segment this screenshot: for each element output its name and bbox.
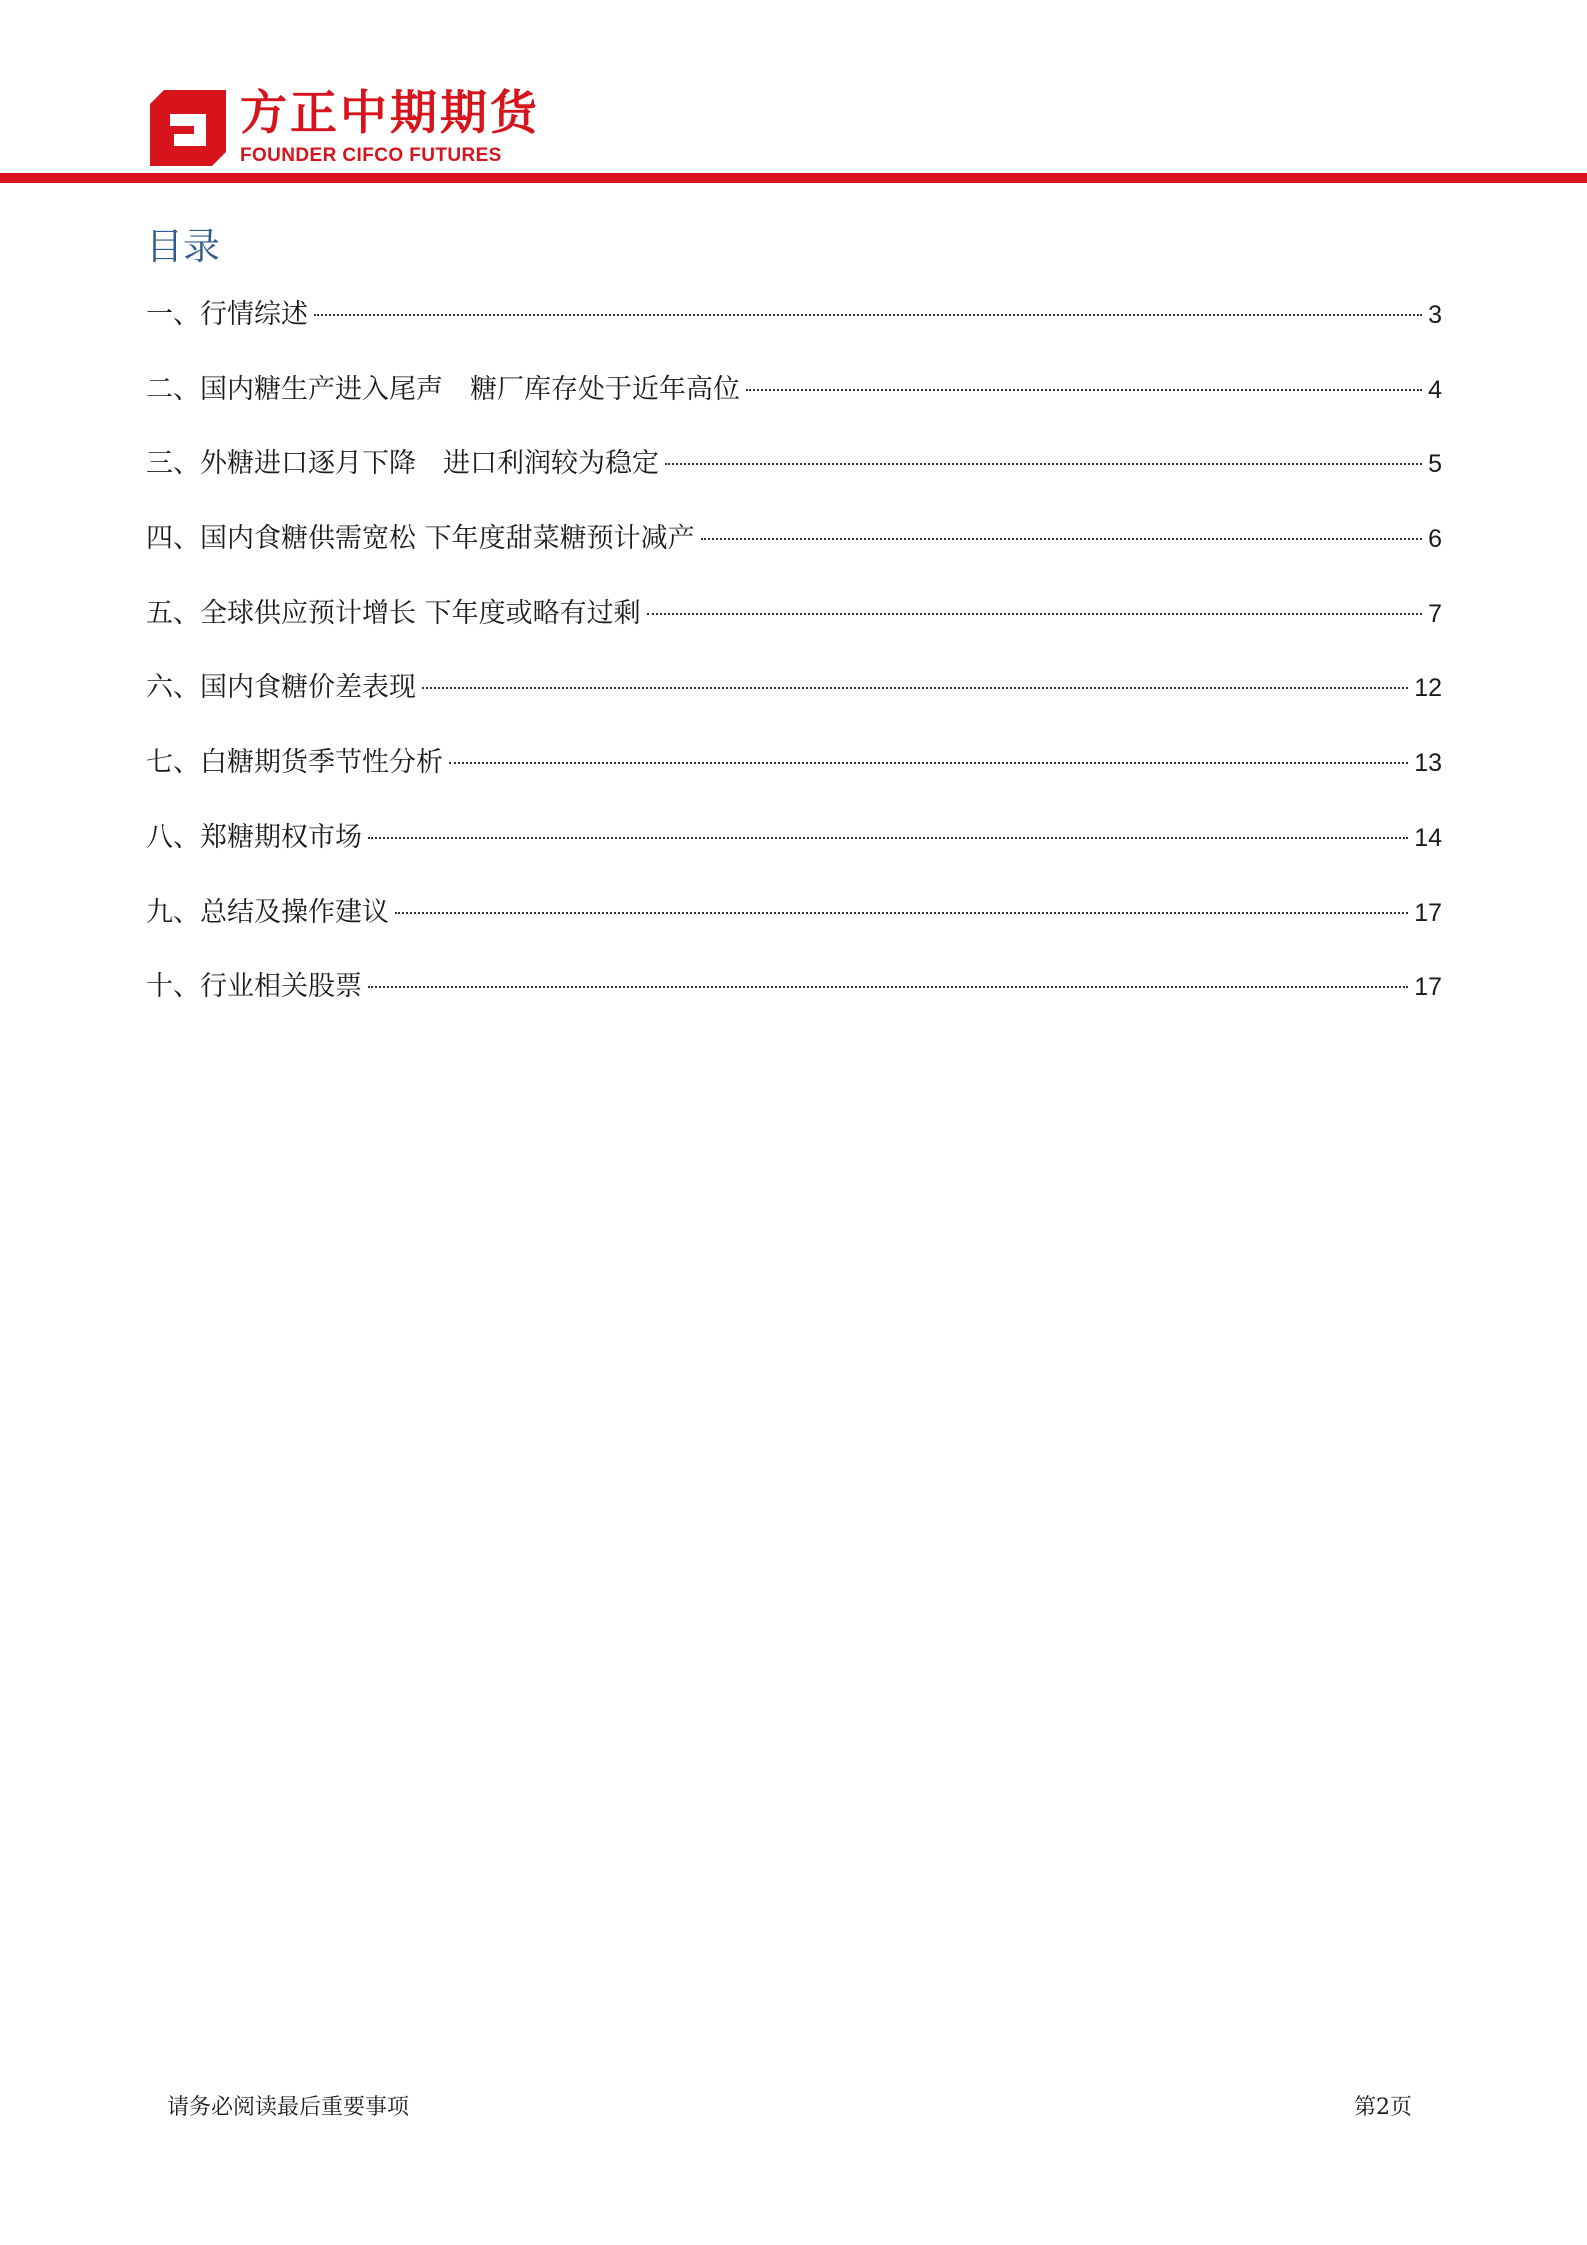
toc-entry-page: 17 [1414,973,1442,1002]
toc-entry-label: 一、行情综述 [146,299,308,330]
company-name-en: FOUNDER CIFCO FUTURES [240,145,502,166]
toc-leader-dots [449,762,1408,764]
toc-entry[interactable] [146,962,1442,1037]
toc-entry-page: 7 [1428,599,1442,628]
toc-entry-page: 6 [1428,525,1442,554]
page-header [0,0,1587,190]
toc-entry[interactable] [146,738,1442,813]
toc-entry-label: 四、国内食糖供需宽松 下年度甜菜糖预计减产 [146,523,695,555]
toc-entry-label: 二、国内糖生产进入尾声 糖厂库存处于近年高位 [146,373,740,405]
toc-entry-label: 八、郑糖期权市场 [146,821,362,853]
toc-leader-dots [368,986,1408,988]
company-name-cn: 方正中期期货 [240,86,540,141]
toc-leader-dots [314,314,1422,316]
company-logo-icon [150,90,226,166]
toc-entry-label: 五、全球供应预计增长 下年度或略有过剩 [146,597,641,629]
toc-entry-page: 3 [1428,301,1442,329]
table-of-contents [146,290,1442,1037]
toc-leader-dots [422,687,1408,689]
footer-page-number: 第2页 [1354,2095,1412,2120]
toc-entry[interactable] [146,663,1442,738]
toc-entry[interactable] [146,888,1442,963]
toc-leader-dots [665,463,1422,465]
toc-entry-page: 5 [1428,450,1442,479]
toc-entry-label: 十、行业相关股票 [146,971,362,1003]
toc-entry[interactable] [146,365,1442,440]
toc-entry[interactable] [146,439,1442,514]
toc-entry-label: 三、外糖进口逐月下降 进口利润较为稳定 [146,448,659,480]
toc-entry[interactable] [146,514,1442,589]
toc-entry[interactable] [146,813,1442,888]
toc-leader-dots [368,837,1408,839]
footer-disclaimer: 请务必阅读最后重要事项 [167,2095,410,2120]
toc-entry[interactable] [146,290,1442,365]
toc-entry-label: 九、总结及操作建议 [146,896,389,928]
toc-entry-label: 七、白糖期货季节性分析 [146,747,443,779]
toc-title: 目录 [146,225,220,268]
toc-leader-dots [701,538,1423,540]
toc-leader-dots [395,912,1408,914]
toc-entry-page: 13 [1414,749,1442,778]
toc-entry-page: 14 [1414,823,1442,852]
toc-leader-dots [746,389,1422,391]
toc-entry-page: 17 [1414,898,1442,927]
header-divider [0,173,1587,183]
toc-leader-dots [647,613,1423,615]
toc-entry-page: 4 [1428,375,1442,404]
toc-entry[interactable] [146,589,1442,664]
toc-entry-label: 六、国内食糖价差表现 [146,672,416,704]
toc-entry-page: 12 [1414,674,1442,703]
